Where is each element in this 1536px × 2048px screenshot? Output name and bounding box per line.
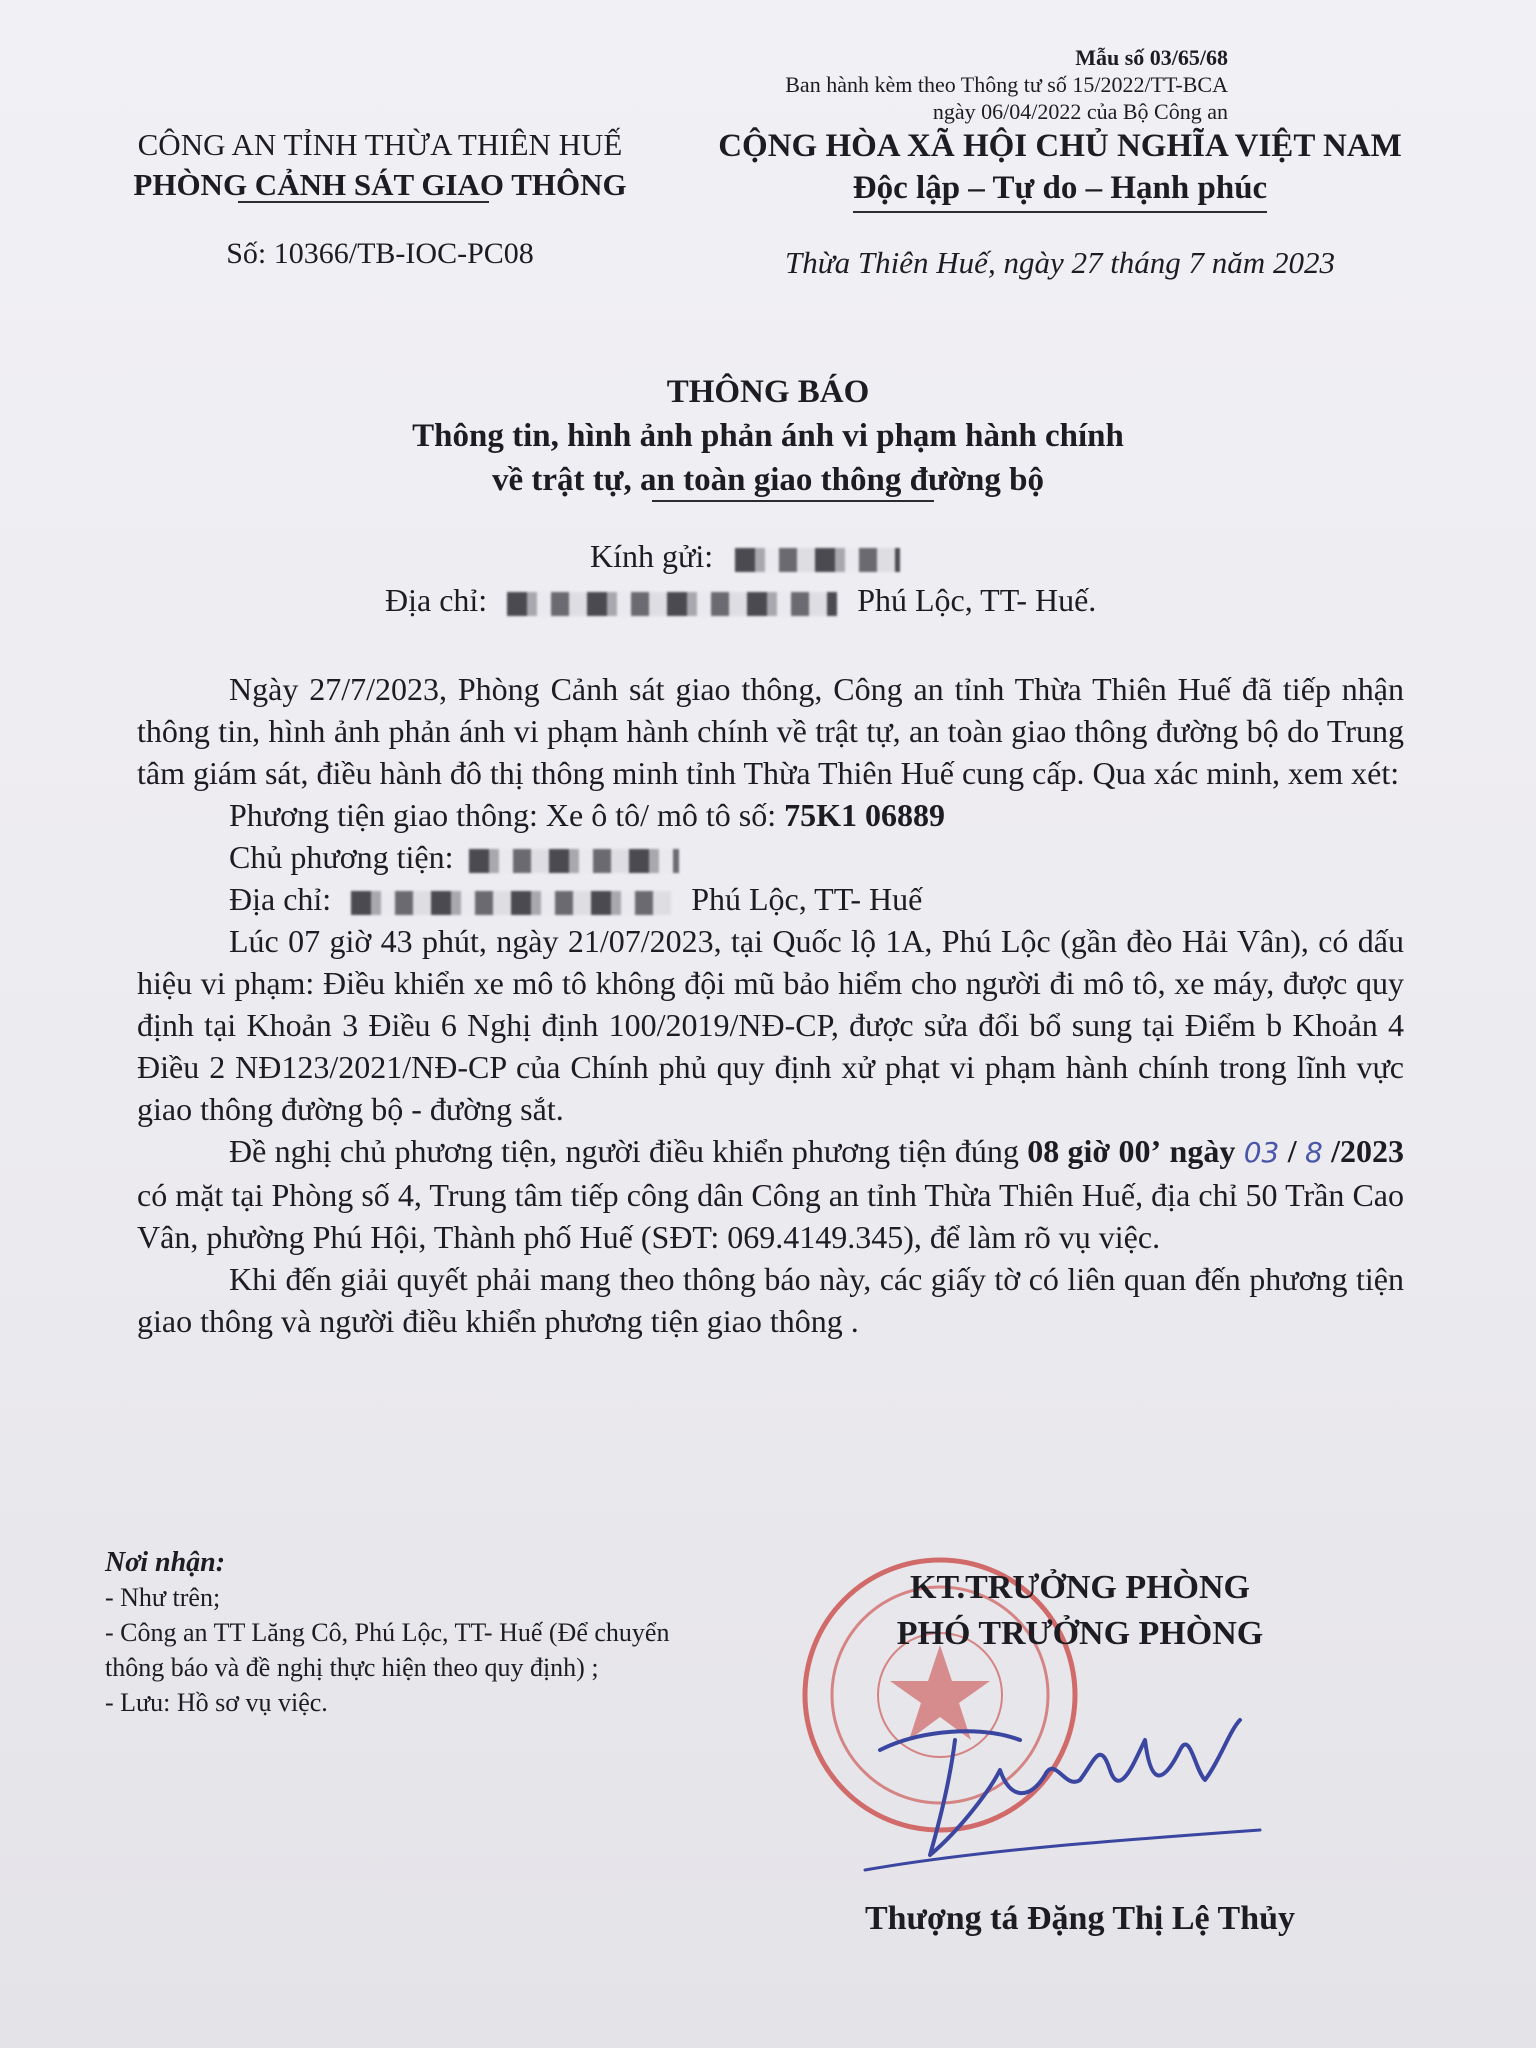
signature-title [800,1565,1360,1657]
redacted-recipient [735,548,900,572]
org-underline [238,201,488,203]
document-number: Số: 10366/TB-IOC-PC08 [226,237,534,270]
recipients-heading: Nơi nhận: [105,1547,226,1578]
handwritten-signature [860,1680,1300,1880]
title-line2: Thông tin, hình ảnh phản ánh vi phạm hành chính [412,418,1124,454]
document-title [0,370,1536,502]
request-rest: có mặt tại Phòng số 4, Trung tâm tiếp công dân Công an tỉnh Thừa Thiên Huế, địa chỉ 50 Trần Cao Vân, phường Phú Hội, Thành phố Huế (SĐT: 069.4149.345), để làm rõ vụ việc. [137,1177,1404,1255]
form-number: Mẫu số 03/65/68 [1075,45,1228,70]
paragraph-request: Đề nghị chủ phương tiện, người điều khiển phương tiện đúng 08 giờ 00’ ngày 03 / 8 /2023 có mặt tại Phòng số 4, Trung tâm tiếp công dân Công an tỉnh Thừa Thiên Huế, địa chỉ 50 Trần Cao Vân, phường Phú Hội, Thành phố Huế (SĐT: 069.4149.345), để làm rõ vụ việc. [137,1133,1405,1255]
owner-label: Chủ phương tiện: [229,839,454,875]
form-issued-line2: ngày 06/04/2022 của Bộ Công an [932,99,1228,124]
owner-address-line [137,878,1404,920]
redacted-owner-address [351,891,671,915]
nation-line1: CỘNG HÒA XÃ HỘI CHỦ NGHĨA VIỆT NAM [718,128,1402,164]
paragraph-documents: Khi đến giải quyết phải mang theo thông báo này, các giấy tờ có liên quan đến phương tiện giao thông và người điều khiển phương tiện giao thông . [137,1261,1404,1339]
org-line2-wrap [133,165,626,205]
redacted-address [507,592,837,616]
appointment-day-label: ngày [1169,1133,1236,1169]
form-number-block [785,44,1228,125]
org-line1: CÔNG AN TỈNH THỪA THIÊN HUẾ [137,127,623,162]
title-line3: về trật tự, an toàn giao thông đường bộ [491,462,1044,498]
owner-address-label: Địa chỉ: [229,881,332,917]
recipient-label: Kính gửi: [590,538,714,574]
recipient-item: - Như trên; [105,1583,221,1612]
recipient-address-label: Địa chỉ: [385,582,488,618]
vehicle-label: Phương tiện giao thông: Xe ô tô/ mô tô số: [229,797,777,833]
title-underline [652,500,934,502]
title-line1: THÔNG BÁO [666,374,870,410]
redacted-owner [469,849,679,873]
appointment-month-handwritten: 8 [1304,1136,1323,1169]
recipients-block [105,1545,725,1720]
motto-wrap [853,167,1267,209]
request-start: Đề nghị chủ phương tiện, người điều khiển phương tiện đúng [229,1133,1019,1169]
appointment-day-handwritten: 03 [1243,1136,1280,1169]
motto-underline [853,211,1267,213]
notice-body [137,668,1404,1342]
paragraph-violation: Lúc 07 giờ 43 phút, ngày 21/07/2023, tại Quốc lộ 1A, Phú Lộc (gần đèo Hải Vân), có dấu hiệu vi phạm: Điều khiển xe mô tô không đội mũ bảo hiểm cho người đi mô tô, xe máy, được quy định tại Khoản 3 Điều 6 Nghị định 100/2019/NĐ-CP, được sửa đổi bổ sung tại Điểm b Khoản 4 Điều 2 NĐ123/2021/NĐ-CP của Chính phủ quy định xử phạt vi phạm hành chính trong lĩnh vực giao thông đường bộ - đường sắt. [137,923,1404,1127]
nation-motto: Độc lập – Tự do – Hạnh phúc [852,170,1268,206]
vehicle-line [137,794,1404,836]
signature-line2: PHÓ TRƯỞNG PHÒNG [896,1615,1264,1652]
national-heading [680,125,1440,209]
place-date: Thừa Thiên Huế, ngày 27 tháng 7 năm 2023 [785,245,1335,280]
recipient-address-visible: Phú Lộc, TT- Huế. [857,582,1097,618]
signer-name: Thượng tá Đặng Thị Lệ Thủy [864,1900,1296,1937]
owner-line [137,836,1404,878]
issuing-organization [100,125,660,205]
recipient-line [590,538,900,575]
form-issued-line1: Ban hành kèm theo Thông tư số 15/2022/TT-BCA [785,72,1228,97]
recipient-item: - Lưu: Hồ sơ vụ việc. [105,1688,328,1717]
owner-address-visible: Phú Lộc, TT- Huế [691,881,923,917]
org-line2: PHÒNG CẢNH SÁT GIAO THÔNG [133,167,627,202]
appointment-time: 08 giờ 00’ [1027,1133,1162,1169]
title-line3-wrap [492,458,1044,502]
appointment-year: /2023 [1331,1133,1405,1169]
recipient-item: - Công an TT Lăng Cô, Phú Lộc, TT- Huế (Để chuyển thông báo và đề nghị thực hiện theo quy định) ; [105,1618,670,1682]
recipient-address-line [385,582,1096,619]
paragraph-intro: Ngày 27/7/2023, Phòng Cảnh sát giao thông, Công an tỉnh Thừa Thiên Huế đã tiếp nhận thông tin, hình ảnh phản ánh vi phạm hành chính về trật tự, an toàn giao thông đường bộ do Trung tâm giám sát, điều hành đô thị thông minh tỉnh Thừa Thiên Huế cung cấp. Qua xác minh, xem xét: [137,671,1404,791]
signature-line1: KT.TRƯỞNG PHÒNG [910,1569,1250,1606]
license-plate: 75K1 06889 [784,797,946,833]
